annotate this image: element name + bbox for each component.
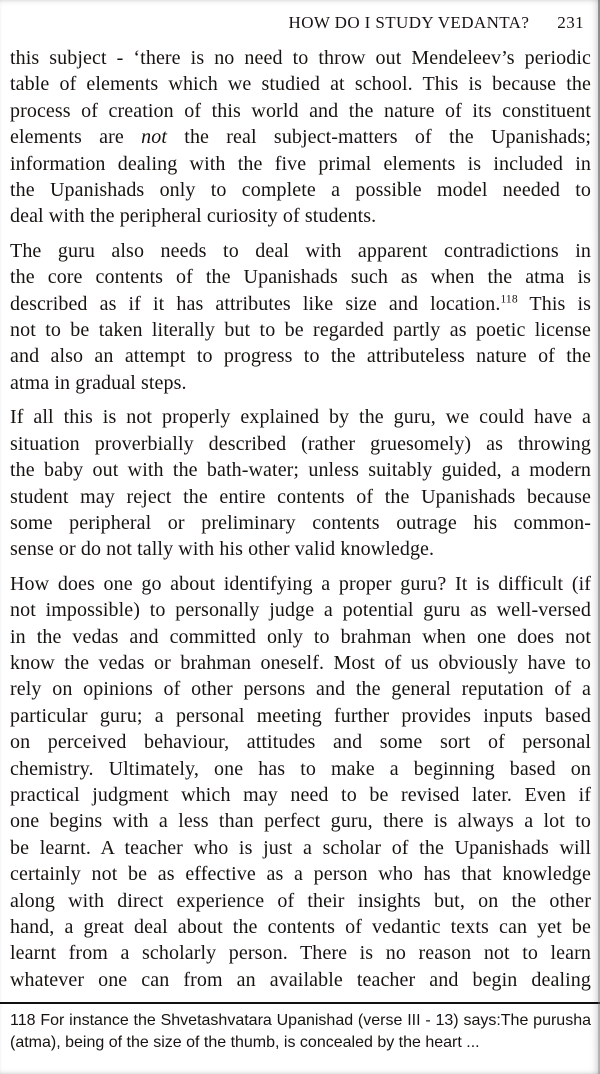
text-line: one begins with a less than perfect guru, there is always a lot to xyxy=(10,810,591,833)
text-line: and also an attempt to progress to the attributeless nature of the xyxy=(10,345,591,368)
paragraph-3 xyxy=(10,404,591,562)
text-line: some peripheral or preliminary contents outrage his common- xyxy=(10,511,591,534)
text-line: student may reject the entire contents of the Upanishads because xyxy=(10,485,591,508)
text-line: (atma), being of the size of the thumb, is concealed by the heart ... xyxy=(10,1033,480,1051)
paragraph-4 xyxy=(10,571,591,994)
text-line: How does one go about identifying a proper guru? It is difficult (if xyxy=(10,572,591,595)
text-line: whatever one can from an available teacher and begin dealing xyxy=(10,968,591,991)
text-line: information dealing with the five primal elements is included in xyxy=(10,152,591,175)
page-header xyxy=(0,0,600,33)
text-line: certainly not be as effective as a person who has that knowledge xyxy=(10,863,591,886)
text-line: chemistry. Ultimately, one has to make a beginning based on xyxy=(10,757,591,780)
text-line: sense or do not tally with his other valid knowledge. xyxy=(10,538,435,561)
text-line: hand, a great deal about the contents of vedantic texts can yet be xyxy=(10,916,591,938)
text-line: the core contents of the Upanishads such as when the atma is xyxy=(10,266,591,289)
text-line: situation proverbially described (rather gruesomely) as throwing xyxy=(10,432,591,455)
text-line: know the vedas or brahman oneself. Most of us obviously have to xyxy=(10,651,591,674)
text-line: table of elements which we studied at school. This is because the xyxy=(10,73,591,96)
text-line: be learnt. A teacher who is just a scholar of the Upanishads will xyxy=(10,836,591,859)
text-line: along with direct experience of their insights but, on the other xyxy=(10,889,591,912)
paragraph-1 xyxy=(10,45,591,230)
paragraph-2 xyxy=(10,238,591,396)
text-line: process of creation of this world and the nature of its constituent xyxy=(10,99,591,122)
text-line: The guru also needs to deal with apparent contradictions in xyxy=(10,239,591,262)
text-line: deal with the peripheral curiosity of students. xyxy=(10,205,377,228)
text-line: the Upanishads only to complete a possible model needed to xyxy=(10,179,591,202)
page-number: 231 xyxy=(557,13,584,32)
text-line: 118 For instance the Shvetashvatara Upanishad (verse III - 13) says:The purusha xyxy=(10,1012,591,1030)
footnote xyxy=(0,1010,600,1053)
text-line: atma in gradual steps. xyxy=(10,371,187,394)
body-text xyxy=(0,33,600,993)
text-line: not to be taken literally but to be regarded partly as poetic license xyxy=(10,319,591,342)
text-line: described as if it has attributes like size and location.$^{118}$ This is xyxy=(10,292,591,315)
text-line: learnt from a scholarly person. There is no reason not to learn xyxy=(10,942,591,965)
text-line: elements are not the real subject-matters of the Upanishads; xyxy=(10,126,591,149)
text-line: in the vedas and committed only to brahman when one does not xyxy=(10,625,591,648)
text-line: the baby out with the bath-water; unless suitably guided, a modern xyxy=(10,459,591,482)
text-line: If all this is not properly explained by the guru, we could have a xyxy=(10,406,591,429)
text-line: practical judgment which may need to be revised later. Even if xyxy=(10,783,591,806)
text-line: particular guru; a personal meeting further provides inputs based xyxy=(10,704,591,727)
running-head-title: HOW DO I STUDY VEDANTA? xyxy=(288,13,530,32)
text-line: not impossible) to personally judge a potential guru as well-versed xyxy=(10,599,591,622)
text-line: rely on opinions of other persons and the general reputation of a xyxy=(10,678,591,701)
text-line: on perceived behaviour, attitudes and some sort of personal xyxy=(10,731,591,754)
text-line: this subject - ‘there is no need to throw out Mendeleev’s periodic xyxy=(10,47,591,69)
footnote-separator-rule xyxy=(0,1002,600,1004)
